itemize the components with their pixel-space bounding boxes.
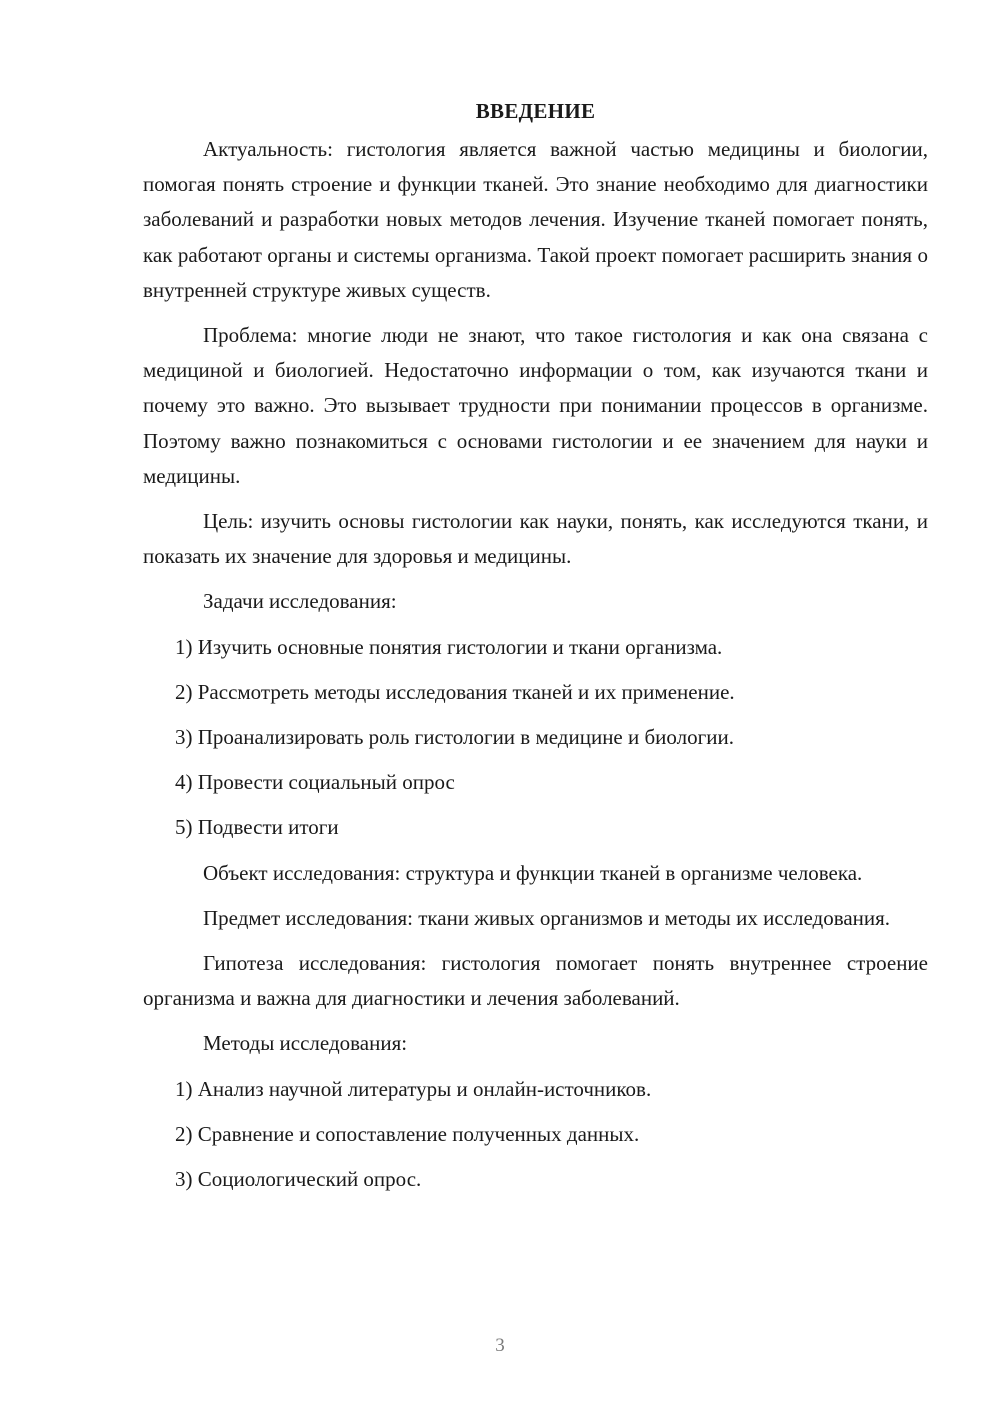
hypothesis-paragraph: Гипотеза исследования: гистология помогает понять внутреннее строение организма и важна для диагностики и лечения заболеваний. bbox=[143, 951, 928, 1011]
page-number: 3 bbox=[495, 1335, 505, 1356]
task-item: 5) Подвести итоги bbox=[175, 815, 339, 840]
tasks-list bbox=[143, 630, 928, 846]
task-item: 4) Провести социальный опрос bbox=[175, 770, 455, 795]
methods-list bbox=[143, 1072, 928, 1198]
goal-paragraph: Цель: изучить основы гистологии как науки, понять, как исследуются ткани, и показать их значение для здоровья и медицины. bbox=[143, 509, 928, 569]
problem-paragraph: Проблема: многие люди не знают, что такое гистология и как она связана с медициной и биологией. Недостаточно информации о том, как изучаются ткани и почему это важно. Это вызывает трудности при понимании процессов в организме. Поэтому важно познакомиться с основами гистологии и ее значением для науки и медицины. bbox=[143, 323, 928, 488]
subject-paragraph: Предмет исследования: ткани живых организмов и методы их исследования. bbox=[203, 905, 891, 930]
relevance-paragraph: Актуальность: гистология является важной частью медицины и биологии, помогая понять строение и функции тканей. Это знание необходимо для диагностики заболеваний и разработки новых методов лечения. Изучение тканей помогает понять, как работают органы и системы организма. Такой проект помогает расширить знания о внутренней структуре живых существ. bbox=[143, 137, 928, 302]
page-content bbox=[143, 96, 928, 1207]
task-item: 3) Проанализировать роль гистологии в медицине и биологии. bbox=[175, 725, 734, 750]
method-item: 2) Сравнение и сопоставление полученных данных. bbox=[175, 1121, 640, 1146]
tasks-heading: Задачи исследования: bbox=[203, 589, 397, 614]
task-item: 1) Изучить основные понятия гистологии и ткани организма. bbox=[175, 634, 723, 659]
methods-heading: Методы исследования: bbox=[203, 1031, 408, 1056]
method-item: 3) Социологический опрос. bbox=[175, 1167, 422, 1192]
method-item: 1) Анализ научной литературы и онлайн-источников. bbox=[175, 1076, 652, 1101]
object-paragraph: Объект исследования: структура и функции тканей в организме человека. bbox=[203, 860, 863, 885]
task-item: 2) Рассмотреть методы исследования тканей и их применение. bbox=[175, 679, 735, 704]
section-title: ВВЕДЕНИЕ bbox=[475, 99, 596, 123]
